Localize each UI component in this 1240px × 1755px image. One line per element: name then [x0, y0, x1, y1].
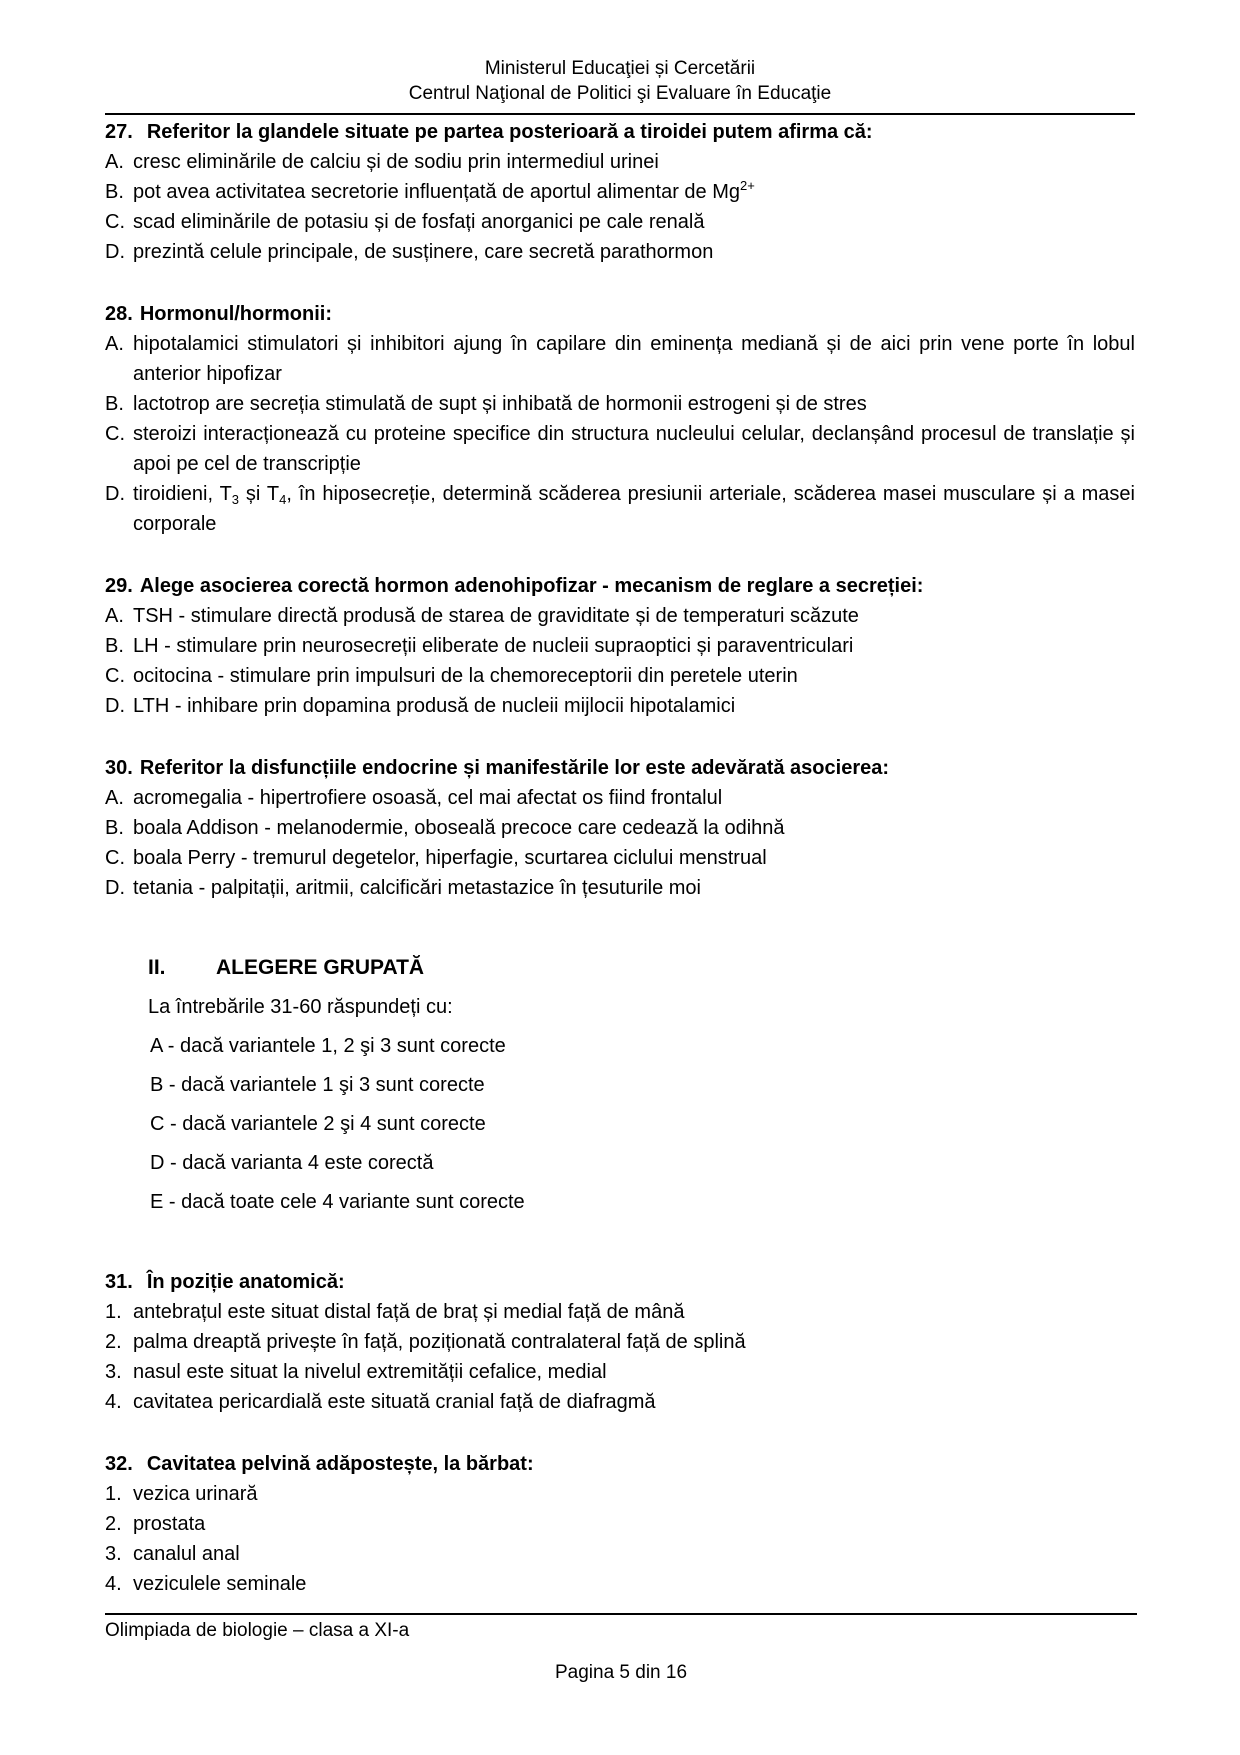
- option-text: cavitatea pericardială este situată cranial față de diafragmă: [133, 1391, 656, 1413]
- question-31-item-1: [105, 1297, 1135, 1327]
- document-body: [105, 115, 1135, 1599]
- option-text: nasul este situat la nivelul extremității cefalice, medial: [133, 1361, 607, 1383]
- question-29-option-c: [105, 661, 1135, 691]
- question-29-number: 29.: [105, 575, 133, 597]
- question-28-option-b: [105, 389, 1135, 419]
- question-31-item-4: [105, 1387, 1135, 1417]
- question-29-title-text: Alege asocierea corectă hormon adenohipofizar - mecanism de reglare a secreției:: [139, 575, 924, 597]
- question-27-title-text: Referitor la glandele situate pe partea posterioară a tiroidei putem afirma că:: [146, 121, 873, 143]
- answer-key-line-b: B - dacă variantele 1 şi 3 sunt corecte: [150, 1074, 485, 1096]
- option-text: antebrațul este situat distal față de braț și medial față de mână: [133, 1301, 685, 1323]
- answer-key-line-e: E - dacă toate cele 4 variante sunt corecte: [150, 1191, 525, 1213]
- option-text: palma dreaptă privește în față, poziționată contralateral față de splină: [133, 1331, 746, 1353]
- answer-key-line-a: A - dacă variantele 1, 2 şi 3 sunt corecte: [150, 1035, 506, 1057]
- option-text: cresc eliminările de calciu și de sodiu prin intermediul urinei: [133, 151, 659, 173]
- option-label: A.: [105, 151, 124, 173]
- option-text: TSH - stimulare directă produsă de starea de graviditate și de temperaturi scăzute: [133, 605, 859, 627]
- document-header: [105, 56, 1135, 115]
- option-label: B.: [105, 393, 124, 415]
- option-label: D.: [105, 877, 125, 899]
- question-28-option-a: [105, 329, 1135, 389]
- option-text: ocitocina - stimulare prin impulsuri de la chemoreceptorii din peretele uterin: [133, 665, 798, 687]
- option-text: pot avea activitatea secretorie influențată de aportul alimentar de $Mg^{2+}$: [133, 178, 755, 203]
- option-label: 1.: [105, 1483, 122, 1505]
- option-text: tiroidieni, $T_3$ și $T_4$, în hiposecreție, determină scăderea presiunii arteriale, scăderea masei musculare și a masei corporale: [133, 483, 1136, 535]
- option-text: acromegalia - hipertrofiere osoasă, cel mai afectat os fiind frontalul: [133, 787, 723, 809]
- option-label: 3.: [105, 1543, 122, 1565]
- question-31-title-text: În poziție anatomică:: [146, 1271, 345, 1293]
- question-32-title-text: Cavitatea pelvină adăpostește, la bărbat:: [146, 1453, 534, 1475]
- question-27-option-d: [105, 237, 1135, 267]
- option-text: veziculele seminale: [133, 1573, 307, 1595]
- question-28-title: [105, 299, 1135, 329]
- question-30-option-d: [105, 873, 1135, 903]
- question-30-option-b: [105, 813, 1135, 843]
- option-text: tetania - palpitații, aritmii, calcificări metastazice în țesuturile moi: [133, 877, 701, 899]
- question-29-option-b: [105, 631, 1135, 661]
- question-28-option-c: [105, 419, 1135, 479]
- question-27-option-c: [105, 207, 1135, 237]
- document-footer: [105, 1613, 1137, 1686]
- question-32-number: 32.: [105, 1453, 133, 1475]
- option-label: A.: [105, 787, 124, 809]
- option-text: boala Addison - melanodermie, oboseală precoce care cedează la odihnă: [133, 817, 785, 839]
- question-27: [105, 117, 1135, 267]
- option-label: B.: [105, 181, 124, 203]
- section-roman-numeral: II.: [148, 956, 166, 979]
- option-label: 2.: [105, 1513, 122, 1535]
- option-label: D.: [105, 483, 125, 505]
- question-30-number: 30.: [105, 757, 133, 779]
- option-text: scad eliminările de potasiu și de fosfați anorganici pe cale renală: [133, 211, 705, 233]
- option-label: 4.: [105, 1391, 122, 1413]
- question-28-number: 28.: [105, 303, 133, 325]
- option-label: C.: [105, 665, 125, 687]
- option-text: lactotrop are secreția stimulată de supt și inhibată de hormonii estrogeni și de stres: [133, 393, 867, 415]
- question-31: [105, 1267, 1135, 1417]
- center-name: Centrul Naţional de Politici şi Evaluare în Educaţie: [408, 83, 832, 104]
- question-31-item-3: [105, 1357, 1135, 1387]
- question-28-option-d: [105, 479, 1135, 539]
- question-29: [105, 571, 1135, 721]
- option-label: C.: [105, 211, 125, 233]
- page-number: Pagina 5 din 16: [554, 1662, 688, 1683]
- section-heading: [148, 953, 1135, 983]
- option-text: LH - stimulare prin neurosecreții eliberate de nucleii supraoptici și paraventriculari: [133, 635, 854, 657]
- option-text: prostata: [133, 1513, 206, 1535]
- question-31-title: [105, 1267, 1135, 1297]
- option-label: C.: [105, 423, 125, 445]
- option-text: prezintă celule principale, de susținere, care secretă parathormon: [133, 241, 714, 263]
- question-31-item-2: [105, 1327, 1135, 1357]
- option-label: D.: [105, 695, 125, 717]
- question-32-item-1: [105, 1479, 1135, 1509]
- answer-key-line-c: C - dacă variantele 2 şi 4 sunt corecte: [150, 1113, 486, 1135]
- question-29-option-a: [105, 601, 1135, 631]
- option-label: 2.: [105, 1331, 122, 1353]
- option-label: 4.: [105, 1573, 122, 1595]
- option-text: steroizi interacționează cu proteine specifice din structura nucleului celular, declanșând procesul de translație și apoi pe cel de transcripție: [133, 423, 1135, 475]
- option-text: hipotalamici stimulatori și inhibitori ajung în capilare din eminența mediană și de aici prin vene porte în lobul anterior hipofizar: [133, 333, 1135, 385]
- question-27-option-a: [105, 147, 1135, 177]
- answer-key-line-d: D - dacă varianta 4 este corectă: [150, 1152, 434, 1174]
- question-32-item-3: [105, 1539, 1135, 1569]
- question-31-number: 31.: [105, 1271, 133, 1293]
- section-intro: La întrebările 31-60 răspundeți cu:: [148, 996, 453, 1018]
- question-30-title: [105, 753, 1135, 783]
- question-32: [105, 1449, 1135, 1599]
- option-text: LTH - inhibare prin dopamina produsă de nucleii mijlocii hipotalamici: [133, 695, 736, 717]
- option-label: D.: [105, 241, 125, 263]
- question-30-title-text: Referitor la disfuncțiile endocrine și manifestările lor este adevărată asocierea:: [139, 757, 890, 779]
- question-32-item-2: [105, 1509, 1135, 1539]
- question-30-option-a: [105, 783, 1135, 813]
- section-title: ALEGERE GRUPATĂ: [216, 956, 425, 979]
- option-text: vezica urinară: [133, 1483, 258, 1505]
- option-label: A.: [105, 333, 124, 355]
- option-label: B.: [105, 635, 124, 657]
- question-27-number: 27.: [105, 121, 133, 143]
- ministry-name: Ministerul Educaţiei și Cercetării: [484, 58, 756, 79]
- question-27-option-b: [105, 177, 1135, 207]
- option-label: 1.: [105, 1301, 122, 1323]
- option-label: A.: [105, 605, 124, 627]
- footer-course-label: Olimpiada de biologie – clasa a XI-a: [105, 1620, 410, 1641]
- question-32-item-4: [105, 1569, 1135, 1599]
- question-30: [105, 753, 1135, 903]
- option-label: C.: [105, 847, 125, 869]
- option-label: B.: [105, 817, 124, 839]
- option-text: boala Perry - tremurul degetelor, hiperfagie, scurtarea ciclului menstrual: [133, 847, 767, 869]
- option-label: 3.: [105, 1361, 122, 1383]
- question-27-title: [105, 117, 1135, 147]
- option-text: canalul anal: [133, 1543, 240, 1565]
- question-28: [105, 299, 1135, 539]
- section-2-alegere-grupata: [105, 953, 1135, 1217]
- question-29-title: [105, 571, 1135, 601]
- question-32-title: [105, 1449, 1135, 1479]
- question-30-option-c: [105, 843, 1135, 873]
- question-29-option-d: [105, 691, 1135, 721]
- question-28-title-text: Hormonul/hormonii:: [139, 303, 333, 325]
